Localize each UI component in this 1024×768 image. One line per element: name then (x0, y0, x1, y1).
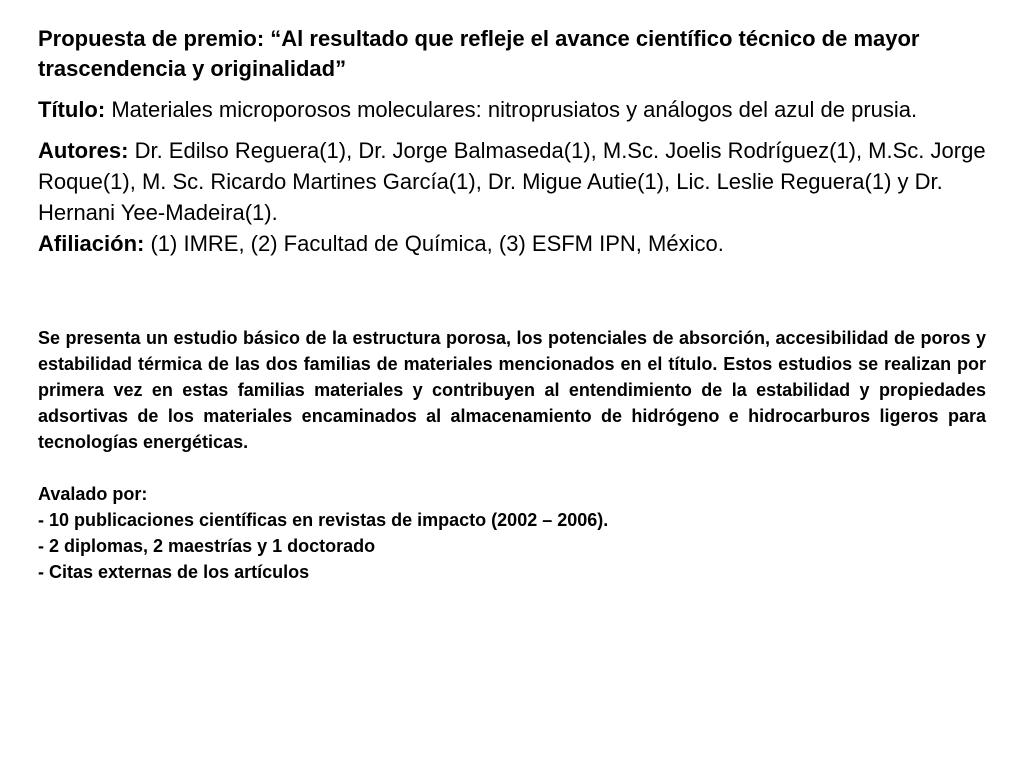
authors (38, 135, 986, 228)
endorsement-item: - 10 publicaciones científicas en revistas de impacto (2002 – 2006). (38, 510, 609, 530)
affiliation-value: (1) IMRE, (2) Facultad de Química, (3) ESFM IPN, México. (144, 231, 724, 256)
authors-value: Dr. Edilso Reguera(1), Dr. Jorge Balmaseda(1), M.Sc. Joelis Rodríguez(1), M.Sc. Jorge Roque(1), M. Sc. Ricardo Martines García(1), Dr. Migue Autie(1), Lic. Leslie Reguera(1) y Dr. Hernani Yee-Madeira(1). (38, 138, 986, 225)
endorsement-list (38, 481, 986, 585)
title-value: Materiales microporosos moleculares: nitroprusiatos y análogos del azul de prusia. (105, 97, 918, 122)
endorsement-item: - 2 diplomas, 2 maestrías y 1 doctorado (38, 536, 376, 556)
affiliation (38, 228, 986, 259)
endorsement-item: - Citas externas de los artículos (38, 562, 310, 582)
endorsement-heading: Avalado por: (38, 484, 148, 504)
title-label: Título: (38, 97, 106, 122)
affiliation-label: Afiliación: (38, 231, 145, 256)
work-title (38, 94, 986, 125)
document-page (38, 24, 986, 585)
award-proposal: Propuesta de premio: “Al resultado que refleje el avance científico técnico de mayor trascendencia y originalidad” (38, 26, 920, 81)
summary-paragraph: Se presenta un estudio básico de la estructura porosa, los potenciales de absorción, accesibilidad de poros y estabilidad térmica de las dos familias de materiales mencionados en el título. Estos estudios se realizan por primera vez en estas familias materiales y contribuyen al entendimiento de la estabilidad y propiedades adsortivas de los materiales encaminados al almacenamiento de hidrógeno e hidrocarburos ligeros para tecnologías energéticas. (38, 328, 986, 452)
authors-label: Autores: (38, 138, 129, 163)
